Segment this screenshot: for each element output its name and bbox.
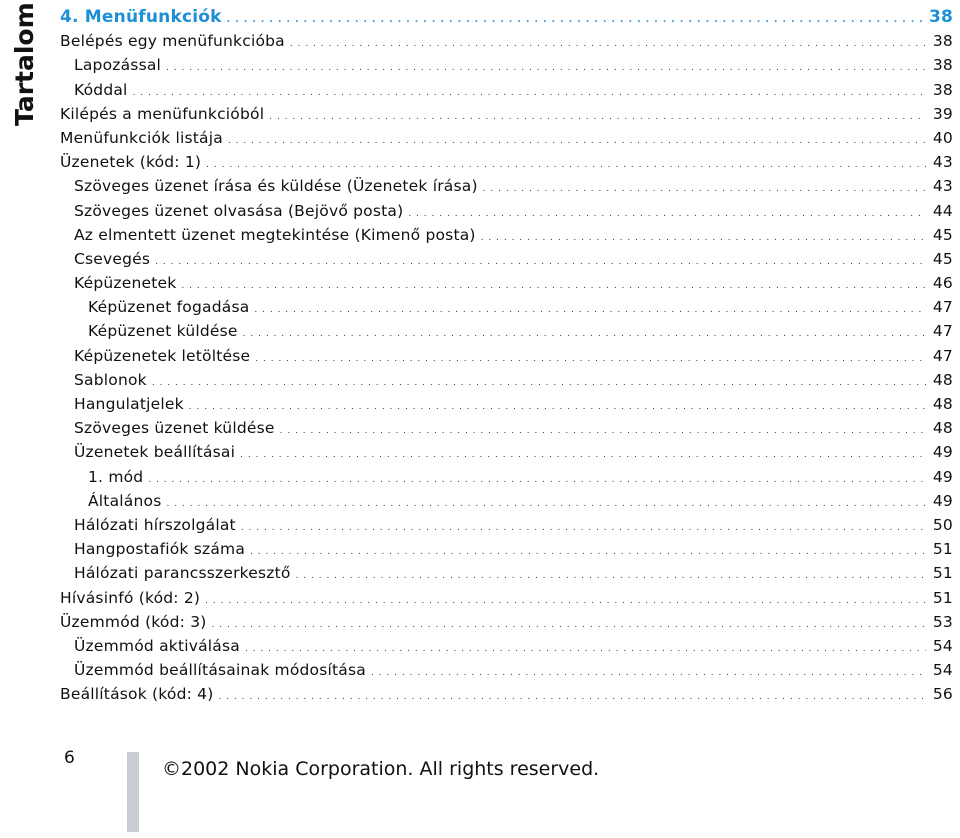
toc-entry[interactable] (60, 513, 953, 537)
copyright-notice: ©2002 Nokia Corporation. All rights reserved. (162, 758, 600, 780)
toc-entry-title: Hangulatjelek (74, 395, 184, 413)
toc-entry-title: Kilépés a menüfunkcióból (60, 104, 265, 123)
toc-entry-page: 43 (932, 177, 953, 196)
toc-entry-page: 51 (932, 588, 953, 607)
page-number: 6 (64, 748, 75, 768)
dot-leader (280, 419, 926, 443)
dot-leader (166, 56, 926, 80)
toc-entry[interactable] (60, 223, 953, 247)
toc-entry-page: 54 (932, 636, 953, 655)
dot-leader (212, 613, 926, 637)
toc-entry-page: 39 (932, 104, 953, 123)
toc-entry-title: Hívásinfó (kód: 2) (60, 588, 201, 607)
dot-leader (290, 32, 926, 56)
toc-entry[interactable] (60, 368, 953, 392)
toc-entry[interactable] (60, 392, 953, 416)
toc-entry[interactable] (60, 634, 953, 658)
toc-entry-page: 49 (932, 467, 953, 486)
dot-leader (483, 177, 926, 201)
toc-entry[interactable] (60, 29, 953, 53)
toc-entry-title: Üzemmód aktiválása (74, 636, 240, 655)
toc-entry-title: Belépés egy menüfunkcióba (60, 32, 285, 51)
toc-entry-page: 40 (932, 128, 953, 147)
dot-leader (148, 468, 926, 492)
toc-entry-title: Képüzenetek letöltése (74, 346, 251, 365)
toc-entry[interactable] (60, 174, 953, 198)
dot-leader (254, 298, 926, 322)
toc-entry-page: 38 (932, 56, 953, 75)
toc-chapter-heading[interactable] (60, 5, 953, 29)
toc-entry-page: 45 (932, 225, 953, 244)
footer-divider-bar (127, 752, 139, 832)
toc-entry[interactable] (60, 416, 953, 440)
toc-entry[interactable] (60, 344, 953, 368)
toc-entry[interactable] (60, 610, 953, 634)
dot-leader (227, 8, 924, 32)
toc-entry[interactable] (60, 465, 953, 489)
toc-entry-title: Hálózati parancsszerkesztő (74, 564, 291, 583)
dot-leader (166, 492, 926, 516)
toc-entry-page: 44 (932, 201, 953, 220)
toc-entry-title: Üzemmód (kód: 3) (60, 612, 207, 631)
dot-leader (155, 250, 926, 274)
dot-leader (243, 322, 926, 346)
toc-entry-title: Képüzenet küldése (88, 322, 238, 341)
toc-entry[interactable] (60, 102, 953, 126)
toc-entry-title: Csevegés (74, 249, 151, 268)
toc-entry-title: Általános (88, 491, 162, 510)
toc-entry-title: Képüzenetek (74, 274, 177, 293)
toc-entry-page: 47 (932, 346, 953, 365)
toc-entry[interactable] (60, 537, 953, 561)
toc-entry[interactable] (60, 586, 953, 610)
toc-entry[interactable] (60, 199, 953, 223)
dot-leader (218, 685, 926, 709)
toc-entry-page: 50 (932, 515, 953, 534)
toc-entry[interactable] (60, 682, 953, 706)
toc-entry-title: Az elmentett üzenet megtekintése (Kimenő posta) (74, 225, 476, 244)
dot-leader (228, 129, 926, 153)
toc-entry-page: 38 (932, 32, 953, 51)
toc-entry[interactable] (60, 78, 953, 102)
toc-entry-page: 54 (932, 661, 953, 680)
dot-leader (296, 564, 926, 588)
toc-entry-page: 49 (932, 443, 953, 462)
toc-entry[interactable] (60, 489, 953, 513)
toc-entry-title: Hangpostafiók száma (74, 540, 246, 559)
toc-entry-page: 47 (932, 322, 953, 341)
toc-entry-title: Szöveges üzenet küldése (74, 419, 275, 438)
toc-entry[interactable] (60, 295, 953, 319)
toc-entry-page: 47 (932, 298, 953, 317)
toc-entry-page: 49 (932, 491, 953, 510)
toc-entry-title: Lapozással (74, 56, 162, 75)
toc-entry-page: 51 (932, 540, 953, 559)
toc-entry-page: 48 (932, 370, 953, 389)
dot-leader (481, 226, 926, 250)
dot-leader (250, 540, 926, 564)
toc-entry-page: 51 (932, 564, 953, 583)
dot-leader (181, 274, 926, 298)
table-of-contents (60, 5, 953, 706)
toc-entry[interactable] (60, 247, 953, 271)
toc-entry-title: Szöveges üzenet írása és küldése (Üzenetek írása) (74, 177, 478, 196)
toc-entry[interactable] (60, 53, 953, 77)
toc-entry[interactable] (60, 440, 953, 464)
toc-entry-page: 38 (928, 7, 953, 27)
toc-entry-page: 45 (932, 249, 953, 268)
dot-leader (205, 589, 926, 613)
toc-entry-title: 4. Menüfunkciók (60, 7, 222, 27)
toc-entry-title: Beállítások (kód: 4) (60, 685, 214, 704)
toc-entry-title: Menüfunkciók listája (60, 128, 223, 147)
toc-entry-page: 48 (932, 419, 953, 438)
toc-entry-title: Kóddal (74, 80, 128, 99)
toc-entry-page: 48 (932, 395, 953, 413)
toc-entry-title: Sablonok (74, 370, 147, 389)
dot-leader (408, 202, 926, 226)
toc-entry-title: Képüzenet fogadása (88, 298, 250, 317)
dot-leader (241, 516, 926, 540)
toc-entry-title: 1. mód (88, 467, 144, 486)
toc-entry-page: 53 (932, 612, 953, 631)
toc-entry[interactable] (60, 658, 953, 682)
dot-leader (255, 347, 926, 371)
dot-leader (371, 661, 926, 685)
dot-leader (152, 371, 926, 395)
toc-entry[interactable] (60, 126, 953, 150)
toc-entry-page: 38 (932, 80, 953, 99)
dot-leader (240, 443, 926, 467)
toc-entry[interactable] (60, 319, 953, 343)
toc-entry-title: Üzenetek (kód: 1) (60, 153, 202, 172)
toc-entry-title: Üzenetek beállításai (74, 443, 236, 462)
toc-entry-title: Üzemmód beállításainak módosítása (74, 661, 366, 680)
toc-entry-page: 43 (932, 153, 953, 172)
dot-leader (269, 105, 926, 129)
toc-entry-page: 56 (932, 685, 953, 704)
toc-entry[interactable] (60, 271, 953, 295)
toc-entry-title: Szöveges üzenet olvasása (Bejövő posta) (74, 201, 404, 220)
dot-leader (189, 395, 926, 419)
side-tab-label: Tartalom (10, 2, 39, 126)
side-tab (0, 0, 52, 838)
toc-entry[interactable] (60, 561, 953, 585)
toc-entry[interactable] (60, 150, 953, 174)
toc-entry-title: Hálózati hírszolgálat (74, 515, 236, 534)
toc-entry-page: 46 (932, 274, 953, 293)
